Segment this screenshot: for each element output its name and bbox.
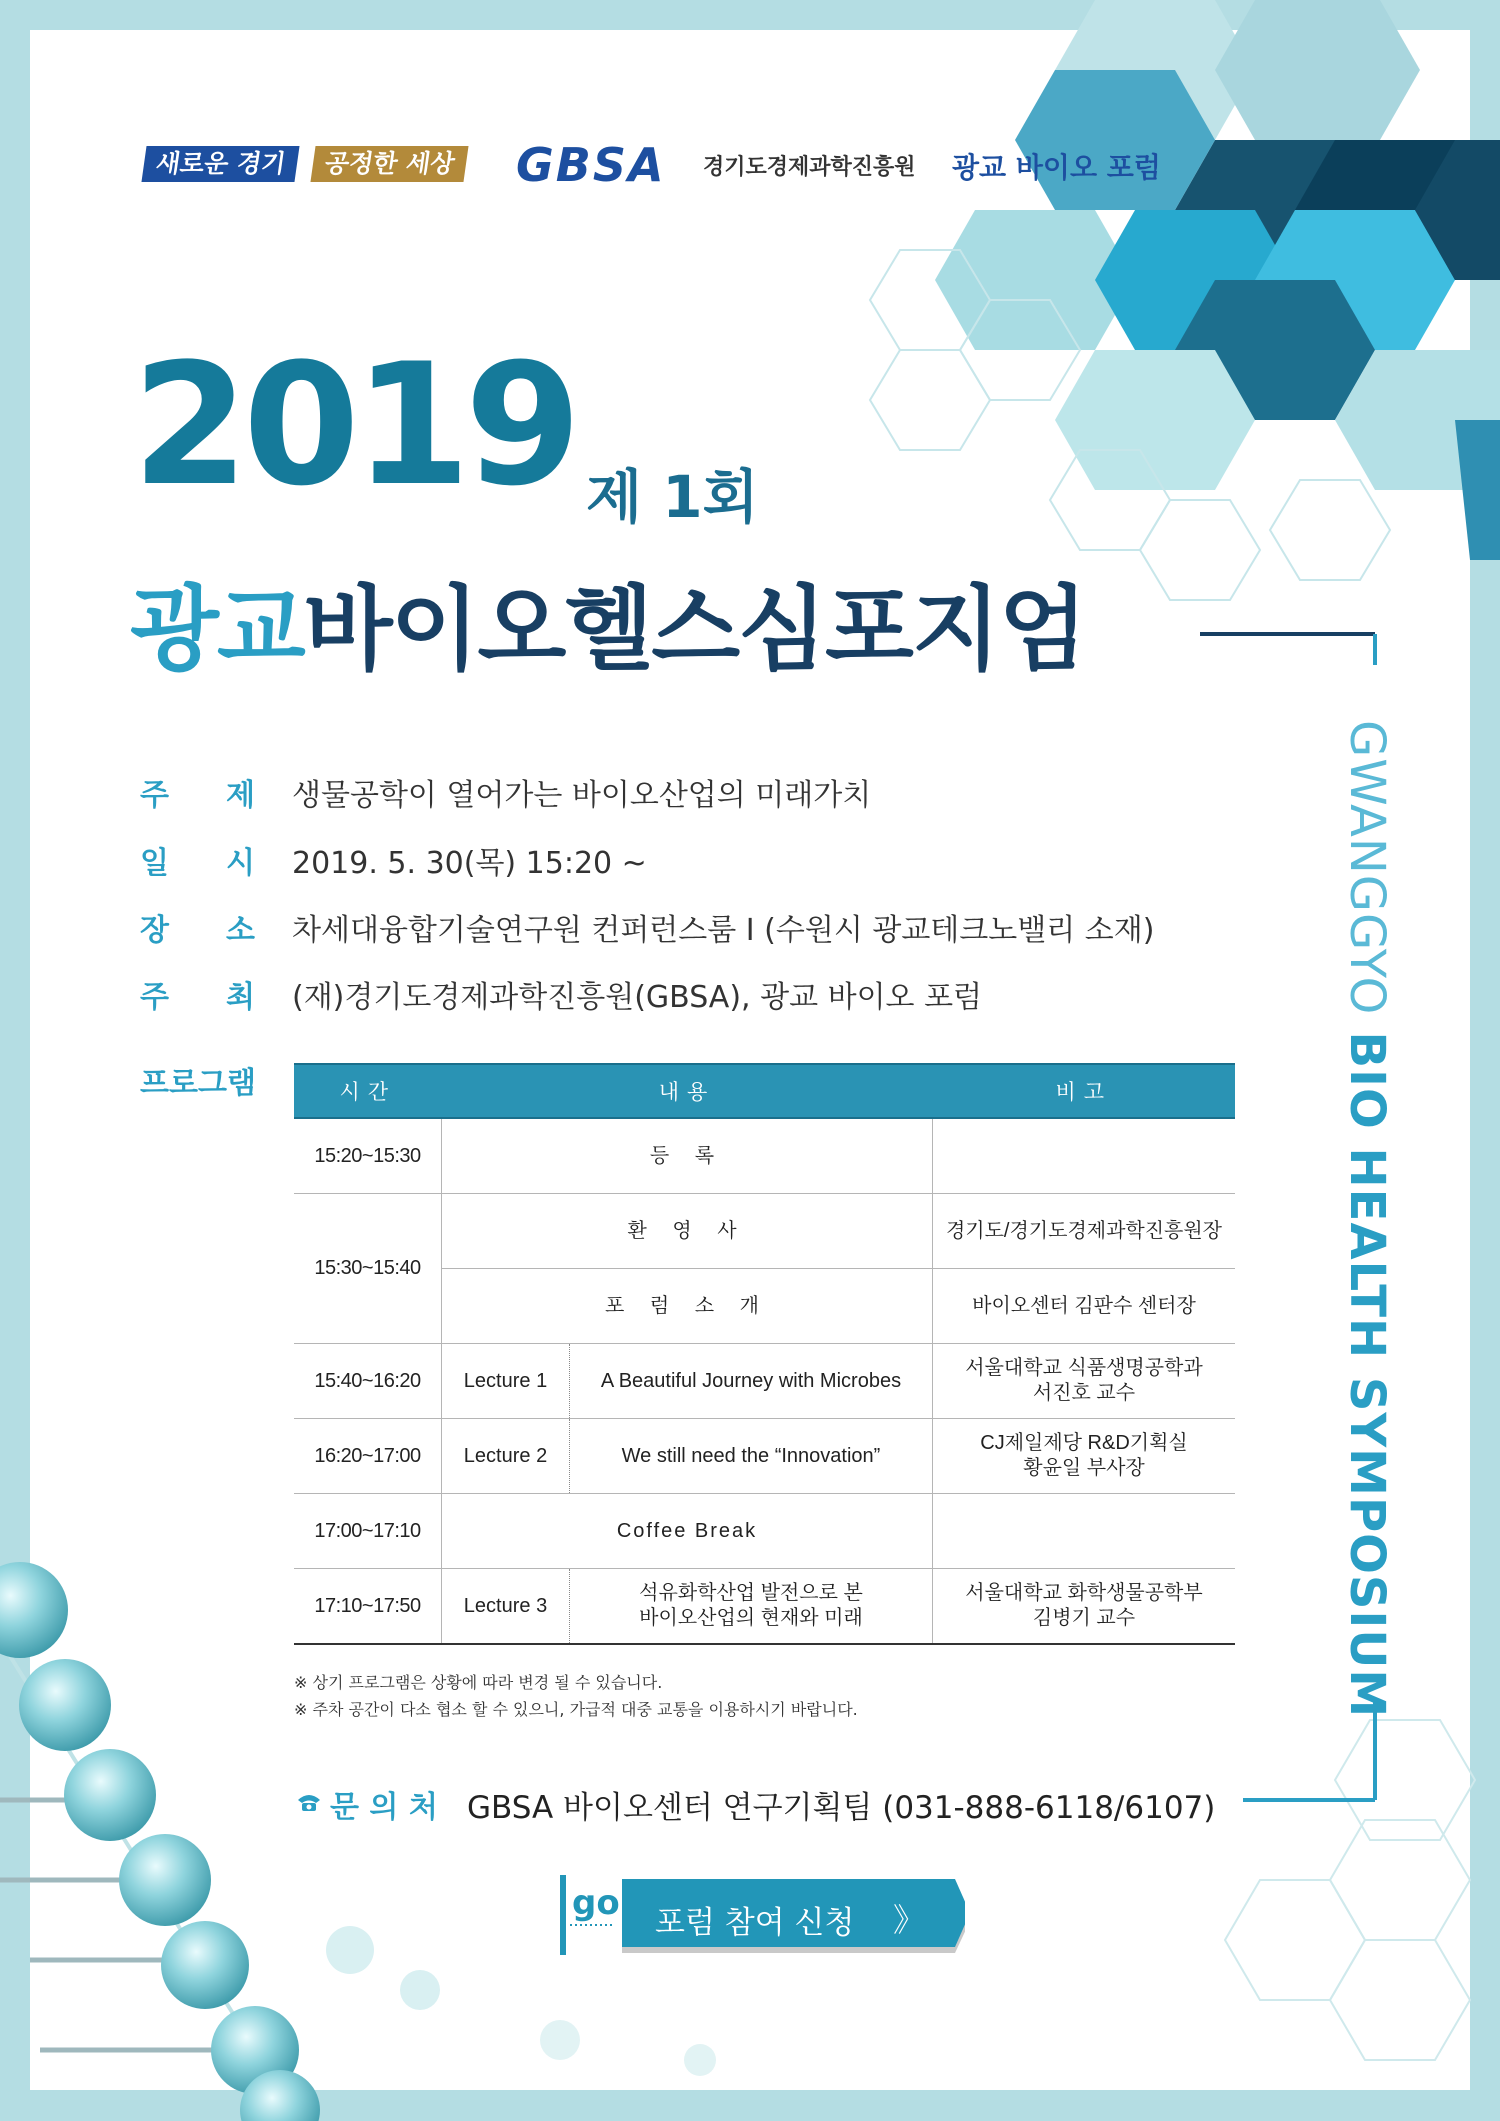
row-content: We still need the “Innovation” bbox=[570, 1419, 933, 1494]
vertical-title bbox=[1339, 720, 1405, 1719]
title-main: 바이오헬스심포지엄 bbox=[303, 576, 1086, 683]
program-label: 프로그램 bbox=[140, 1066, 256, 1101]
contact-value: GBSA 바이오센터 연구기획팀 (031-888-6118/6107) bbox=[467, 1790, 1216, 1826]
header-content: 내용 bbox=[442, 1064, 933, 1118]
table-row bbox=[294, 1419, 1235, 1494]
row-note bbox=[933, 1494, 1236, 1569]
row-content: 환 영 사 bbox=[442, 1194, 933, 1269]
row-time: 17:00~17:10 bbox=[294, 1494, 442, 1569]
vertical-title-light: GWANGGYO bbox=[1339, 720, 1395, 1016]
note-line: ※ 주차 공간이 다소 협소 할 수 있으니, 가급적 대중 교통을 이용하시기 바랍니다. bbox=[294, 1700, 858, 1719]
contact-label: 문 의 처 bbox=[330, 1790, 438, 1825]
table-row bbox=[294, 1344, 1235, 1419]
row-lecture: Lecture 3 bbox=[442, 1569, 570, 1645]
info-label-datetime: 일 시 bbox=[140, 846, 255, 881]
row-content: 석유화학산업 발전으로 본 바이오산업의 현재와 미래 bbox=[570, 1569, 933, 1645]
apply-button-label: 포럼 참여 신청 bbox=[655, 1905, 855, 1941]
phone-icon bbox=[296, 1792, 322, 1812]
row-note: 서울대학교 화학생물공학부 김병기 교수 bbox=[933, 1569, 1236, 1645]
table-header-row bbox=[294, 1064, 1235, 1118]
info-label-host: 주 최 bbox=[140, 980, 255, 1015]
row-content: 포 럼 소 개 bbox=[442, 1269, 933, 1344]
row-lecture: Lecture 2 bbox=[442, 1419, 570, 1494]
title-edition: 제 1회 bbox=[586, 463, 759, 531]
forum-logo: 광교 바이오 포럼 bbox=[952, 151, 1161, 184]
row-note bbox=[933, 1118, 1236, 1194]
row-note: 경기도/경기도경제과학진흥원장 bbox=[933, 1194, 1236, 1269]
row-time: 15:20~15:30 bbox=[294, 1118, 442, 1194]
go-badge: go bbox=[572, 1883, 620, 1923]
forum-apply-button[interactable] bbox=[560, 1875, 965, 1955]
slogan-right: 공정한 세상 bbox=[310, 146, 469, 182]
table-row bbox=[294, 1118, 1235, 1194]
info-value-theme: 생물공학이 열어가는 바이오산업의 미래가치 bbox=[292, 778, 872, 813]
info-value-host: (재)경기도경제과학진흥원(GBSA), 광교 바이오 포럼 bbox=[292, 980, 983, 1015]
vertical-title-bold: BIO HEALTH SYMPOSIUM bbox=[1339, 1031, 1395, 1719]
info-value-venue: 차세대융합기술연구원 컨퍼런스룸 I (수원시 광교테크노밸리 소재) bbox=[292, 913, 1155, 948]
row-note: 서울대학교 식품생명공학과 서진호 교수 bbox=[933, 1344, 1236, 1419]
table-row bbox=[294, 1194, 1235, 1269]
title-highlight: 광교 bbox=[130, 576, 304, 683]
table-row bbox=[294, 1494, 1235, 1569]
info-label-venue: 장 소 bbox=[140, 913, 255, 948]
info-value-datetime: 2019. 5. 30(목) 15:20 ~ bbox=[292, 846, 647, 881]
row-content: 등 록 bbox=[442, 1118, 933, 1194]
row-content: A Beautiful Journey with Microbes bbox=[570, 1344, 933, 1419]
table-row bbox=[294, 1569, 1235, 1645]
chevron-right-icon: 》 bbox=[893, 1901, 926, 1939]
row-time: 17:10~17:50 bbox=[294, 1569, 442, 1645]
row-time: 15:40~16:20 bbox=[294, 1344, 442, 1419]
hexagon-cluster bbox=[935, 0, 1500, 560]
page-title bbox=[130, 575, 1086, 685]
dna-helix-graphic bbox=[0, 1562, 716, 2121]
gbsa-org-name: 경기도경제과학진흥원 bbox=[703, 155, 916, 180]
header-note: 비고 bbox=[933, 1064, 1236, 1118]
slogan-left: 새로운 경기 bbox=[141, 146, 300, 182]
hexagon-outlines-bottom bbox=[1225, 1720, 1475, 2060]
row-note: CJ제일제당 R&D기획실 황윤일 부사장 bbox=[933, 1419, 1236, 1494]
row-time: 15:30~15:40 bbox=[294, 1194, 442, 1344]
info-label-theme: 주 제 bbox=[140, 778, 255, 813]
program-table bbox=[294, 1063, 1235, 1645]
row-lecture: Lecture 1 bbox=[442, 1344, 570, 1419]
gbsa-logo: GBSA bbox=[516, 138, 666, 192]
header-time: 시간 bbox=[294, 1064, 442, 1118]
row-content: Coffee Break bbox=[442, 1494, 933, 1569]
row-note: 바이오센터 김판수 센터장 bbox=[933, 1269, 1236, 1344]
title-year: 2019 bbox=[132, 327, 576, 523]
row-time: 16:20~17:00 bbox=[294, 1419, 442, 1494]
note-line: ※ 상기 프로그램은 상황에 따라 변경 될 수 있습니다. bbox=[294, 1673, 663, 1692]
